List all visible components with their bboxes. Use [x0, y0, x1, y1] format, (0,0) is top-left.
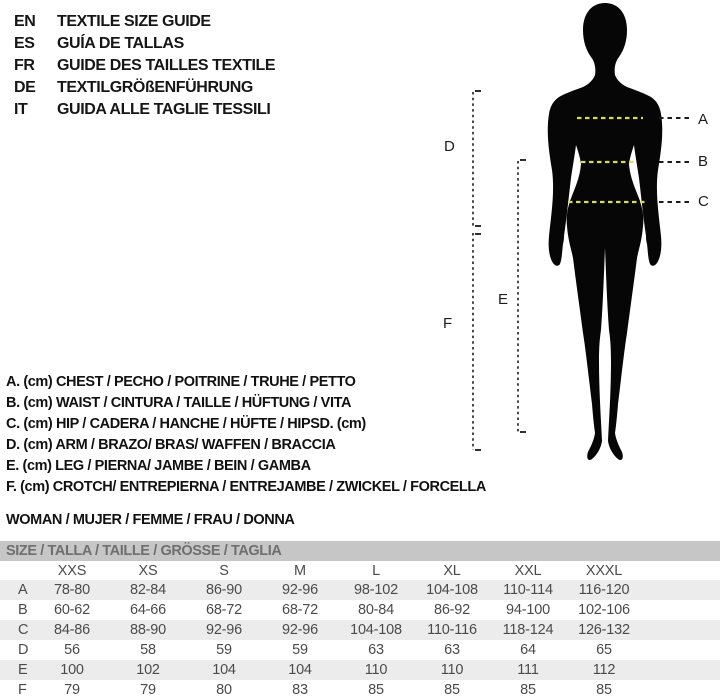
guide-title: GUIDA ALLE TAGLIE TESSILI: [57, 101, 271, 118]
audience-heading: WOMAN / MUJER / FEMME / FRAU / DONNA: [6, 512, 295, 528]
measure-label-crotch: F: [443, 315, 453, 332]
language-row: [14, 55, 275, 77]
row-label: E: [18, 662, 28, 678]
column-header: XXL: [514, 562, 542, 579]
cell: 78-80: [53, 582, 91, 598]
cell: 110: [364, 662, 388, 678]
cell: 79: [140, 682, 156, 698]
guide-title: GUIDE DES TAILLES TEXTILE: [57, 57, 276, 74]
language-code: ES: [14, 35, 35, 52]
legend-arm: D. (cm) ARM / BRAZO/ BRAS/ WAFFEN / BRACCIA: [6, 437, 336, 453]
legend-leg: E. (cm) LEG / PIERNA/ JAMBE / BEIN / GAMBA: [6, 458, 311, 474]
measure-label-hip: C: [698, 193, 709, 210]
cell: 79: [64, 682, 80, 698]
language-row: [14, 33, 275, 55]
language-code: EN: [14, 13, 36, 30]
cell: 98-102: [354, 582, 398, 598]
row-label: D: [18, 642, 29, 658]
cell: 104-108: [350, 622, 402, 638]
cell: 56: [64, 642, 80, 658]
language-code: IT: [14, 101, 28, 118]
cell: 94-100: [506, 602, 550, 618]
woman-silhouette: [548, 3, 662, 460]
cell: 116-120: [578, 582, 630, 598]
language-row: [14, 99, 275, 121]
cell: 64-66: [129, 602, 167, 618]
cell: 104: [212, 662, 236, 678]
column-header: XS: [138, 562, 158, 579]
measurement-legend: [6, 372, 486, 498]
cell: 111: [517, 662, 539, 678]
cell: 86-90: [205, 582, 243, 598]
cell: 68-72: [205, 602, 243, 618]
cell: 110: [440, 662, 464, 678]
cell: 85: [368, 682, 384, 698]
cell: 85: [596, 682, 612, 698]
cell: 64: [520, 642, 536, 658]
legend-hip: C. (cm) HIP / CADERA / HANCHE / HÜFTE / HIPSD. (cm): [6, 416, 366, 432]
measure-label-arm: D: [444, 138, 455, 155]
row-label: C: [18, 622, 29, 638]
cell: 60-62: [53, 602, 91, 618]
row-label: A: [18, 582, 28, 598]
legend-crotch: F. (cm) CROTCH/ ENTREPIERNA / ENTREJAMBE / ZWICKEL / FORCELLA: [6, 479, 486, 495]
cell: 65: [596, 642, 612, 658]
cell: 100: [60, 662, 84, 678]
cell: 82-84: [129, 582, 167, 598]
table-row-crotch: [0, 680, 720, 700]
language-row: [14, 11, 275, 33]
cell: 59: [216, 642, 232, 658]
cell: 102-106: [578, 602, 630, 618]
cell: 85: [520, 682, 536, 698]
cell: 84-86: [53, 622, 91, 638]
measure-label-waist: B: [698, 153, 709, 170]
measure-label-leg: E: [498, 291, 509, 308]
cell: 104: [288, 662, 312, 678]
table-row-leg: [0, 660, 720, 680]
legend-waist: B. (cm) WAIST / CINTURA / TAILLE / HÜFTUNG / VITA: [6, 395, 352, 411]
column-header: XL: [443, 562, 461, 579]
size-table: [0, 561, 720, 700]
table-row-hip: [0, 620, 720, 640]
cell: 80: [216, 682, 232, 698]
guide-title: TEXTILGRÖßENFÜHRUNG: [57, 79, 253, 96]
column-header: XXXL: [585, 562, 623, 579]
cell: 92-96: [281, 582, 319, 598]
cell: 88-90: [129, 622, 167, 638]
column-header: XXS: [57, 562, 87, 579]
row-label: F: [18, 682, 27, 698]
cell: 83: [292, 682, 308, 698]
legend-chest: A. (cm) CHEST / PECHO / POITRINE / TRUHE / PETTO: [6, 374, 356, 390]
measure-label-chest: A: [698, 111, 709, 128]
cell: 63: [444, 642, 460, 658]
cell: 59: [292, 642, 308, 658]
cell: 68-72: [281, 602, 319, 618]
cell: 58: [140, 642, 156, 658]
guide-title: TEXTILE SIZE GUIDE: [57, 13, 211, 30]
cell: 86-92: [433, 602, 471, 618]
language-row: [14, 77, 275, 99]
cell: 92-96: [205, 622, 243, 638]
cell: 110-114: [503, 582, 553, 598]
column-header: M: [294, 562, 306, 579]
column-header: S: [219, 562, 229, 579]
guide-title: GUÍA DE TALLAS: [57, 35, 184, 52]
language-title-list: [14, 11, 275, 121]
size-header-bar: SIZE / TALLA / TAILLE / GRÖSSE / TAGLIA: [0, 541, 720, 561]
cell: 102: [136, 662, 160, 678]
cell: 110-116: [427, 622, 477, 638]
row-label: B: [18, 602, 28, 618]
language-code: FR: [14, 57, 35, 74]
column-header: L: [372, 562, 380, 579]
cell: 63: [368, 642, 384, 658]
table-row-waist: [0, 600, 720, 620]
cell: 85: [444, 682, 460, 698]
cell: 104-108: [426, 582, 478, 598]
table-row-chest: [0, 580, 720, 600]
cell: 80-84: [357, 602, 395, 618]
table-row-arm: [0, 640, 720, 660]
language-code: DE: [14, 79, 36, 96]
size-table-header-row: [0, 561, 720, 580]
cell: 126-132: [578, 622, 630, 638]
cell: 92-96: [281, 622, 319, 638]
cell: 112: [592, 662, 616, 678]
cell: 118-124: [502, 622, 554, 638]
